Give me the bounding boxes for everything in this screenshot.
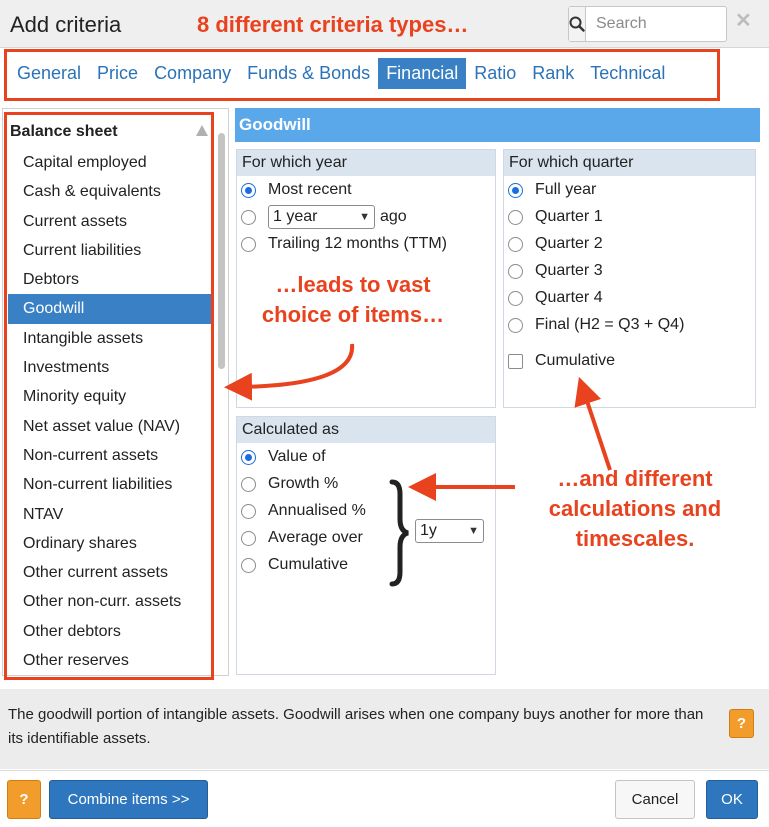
list-item[interactable]: Ordinary shares	[23, 534, 137, 552]
chevron-down-icon: ▼	[468, 525, 479, 537]
tab-funds-bonds[interactable]: Funds & Bonds	[247, 63, 371, 83]
calc-option-label: Cumulative	[268, 556, 349, 573]
tab-financial[interactable]: Financial	[378, 58, 466, 89]
tab-rank[interactable]: Rank	[532, 63, 575, 83]
quarter-radio[interactable]	[508, 264, 523, 279]
quarter-option-label: Quarter 4	[535, 289, 603, 306]
calc-radio[interactable]	[241, 450, 256, 465]
calc-option-label: Value of	[268, 448, 326, 465]
annotation-choice-items	[238, 270, 468, 330]
year-option-label: Most recent	[268, 181, 352, 198]
button-bar	[0, 770, 769, 827]
description-help-button[interactable]: ?	[729, 709, 754, 738]
list-item[interactable]: Capital employed	[23, 154, 147, 171]
list-item[interactable]: Current liabilities	[23, 241, 142, 259]
list-item[interactable]: Cash & equivalents	[23, 183, 161, 201]
calc-radio[interactable]	[241, 477, 256, 492]
list-item[interactable]: Non-current assets	[23, 446, 159, 464]
year-option-years-ago[interactable]	[241, 205, 407, 229]
combine-items-button[interactable]: Combine items >>	[49, 780, 208, 819]
chevron-down-icon: ▼	[359, 211, 370, 223]
calc-period-value: 1y	[420, 522, 437, 539]
list-item[interactable]: Investments	[23, 359, 110, 377]
quarter-cumulative-option[interactable]	[508, 352, 615, 370]
list-item[interactable]: Net asset value (NAV)	[23, 417, 181, 435]
quarter-option[interactable]	[508, 235, 603, 253]
year-ago-label: ago	[380, 208, 407, 225]
year-option-ttm[interactable]	[241, 235, 447, 253]
quarter-radio[interactable]	[508, 318, 523, 333]
quarter-cumulative-checkbox[interactable]	[508, 354, 523, 369]
calc-box-title: Calculated as	[237, 417, 495, 443]
calc-radio[interactable]	[241, 531, 256, 546]
calc-period-select[interactable]	[415, 519, 484, 543]
annotation-line: calculations and	[548, 496, 722, 521]
year-option-label: Trailing 12 months (TTM)	[268, 235, 447, 252]
item-header: Goodwill	[235, 108, 760, 142]
year-option-most-recent[interactable]	[241, 181, 352, 199]
quarter-option-label: Quarter 1	[535, 208, 603, 225]
tab-ratio[interactable]: Ratio	[474, 63, 517, 83]
dialog-title: Add criteria	[10, 12, 122, 37]
quarter-radio[interactable]	[508, 183, 523, 198]
search-box	[568, 6, 727, 42]
annotation-line: choice of items…	[261, 302, 445, 327]
cancel-button[interactable]: Cancel	[615, 780, 695, 819]
close-icon[interactable]: ✕	[735, 10, 752, 32]
list-item[interactable]: Other debtors	[23, 622, 121, 640]
criteria-description: The goodwill portion of intangible assets. Goodwill arises when one company buys another for more than its identifiable assets.	[8, 706, 704, 747]
quarter-option[interactable]	[508, 289, 603, 307]
quarter-radio[interactable]	[508, 291, 523, 306]
calc-option[interactable]	[241, 475, 338, 493]
calc-radio[interactable]	[241, 504, 256, 519]
calc-box	[236, 416, 496, 675]
annotation-line: …leads to vast	[275, 272, 431, 297]
tab-company[interactable]: Company	[154, 63, 232, 83]
quarter-box-title: For which quarter	[504, 150, 755, 176]
annotation-calculations	[521, 464, 749, 554]
list-item[interactable]: Non-current liabilities	[23, 476, 173, 494]
year-radio-most-recent[interactable]	[241, 183, 256, 198]
help-button[interactable]: ?	[7, 780, 41, 819]
quarter-box	[503, 149, 756, 408]
tab-general[interactable]: General	[17, 63, 82, 83]
quarter-option-label: Quarter 3	[535, 262, 603, 279]
list-item[interactable]: Intangible assets	[23, 329, 144, 347]
tabs-annotation-frame	[4, 49, 720, 101]
scroll-up-icon[interactable]	[196, 125, 208, 136]
annotation-criteria-types: 8 different criteria types…	[197, 12, 469, 37]
annotation-line: …and different	[557, 466, 713, 491]
list-item[interactable]: Other reserves	[23, 652, 129, 670]
ok-button[interactable]: OK	[706, 780, 758, 819]
calc-option[interactable]	[241, 448, 326, 466]
list-item[interactable]: Minority equity	[23, 388, 127, 406]
criteria-list-panel	[2, 108, 229, 676]
quarter-option[interactable]	[508, 262, 603, 280]
quarter-option-label: Quarter 2	[535, 235, 603, 252]
calc-option-label: Average over	[268, 529, 363, 546]
calc-option[interactable]	[241, 529, 363, 547]
list-item[interactable]: Other current assets	[23, 564, 168, 582]
quarter-radio[interactable]	[508, 210, 523, 225]
list-group-heading: Balance sheet	[10, 123, 118, 140]
quarter-cumulative-label: Cumulative	[535, 352, 616, 369]
tab-technical[interactable]: Technical	[590, 63, 666, 83]
quarter-radio[interactable]	[508, 237, 523, 252]
criteria-list	[8, 148, 213, 675]
years-ago-select[interactable]	[268, 205, 375, 229]
list-scrollbar[interactable]	[218, 133, 225, 369]
curly-brace-icon	[387, 479, 411, 587]
list-item[interactable]: Other non-curr. assets	[23, 593, 182, 611]
list-item[interactable]: NTAV	[23, 505, 64, 523]
calc-option-label: Growth %	[268, 475, 339, 492]
quarter-option[interactable]	[508, 181, 596, 199]
quarter-option[interactable]	[508, 208, 603, 226]
dialog-header	[0, 0, 769, 48]
calc-option[interactable]	[241, 502, 366, 520]
tab-price[interactable]: Price	[97, 63, 139, 83]
list-item[interactable]: Goodwill	[8, 294, 213, 323]
quarter-option-label: Full year	[535, 181, 597, 198]
description-bar	[0, 689, 769, 769]
year-radio-years-ago[interactable]	[241, 210, 256, 225]
quarter-option[interactable]	[508, 316, 684, 334]
year-radio-ttm[interactable]	[241, 237, 256, 252]
years-ago-select-value: 1 year	[273, 208, 318, 225]
calc-option[interactable]	[241, 556, 348, 574]
year-box-title: For which year	[237, 150, 495, 176]
quarter-option-label: Final (H2 = Q3 + Q4)	[535, 316, 685, 333]
list-item[interactable]: Current assets	[23, 212, 128, 230]
list-item[interactable]: Debtors	[23, 271, 80, 289]
criteria-tabs	[9, 58, 673, 89]
calc-option-label: Annualised %	[268, 502, 366, 519]
annotation-line: timescales.	[575, 526, 695, 551]
search-icon[interactable]	[569, 7, 586, 41]
calc-radio[interactable]	[241, 558, 256, 573]
